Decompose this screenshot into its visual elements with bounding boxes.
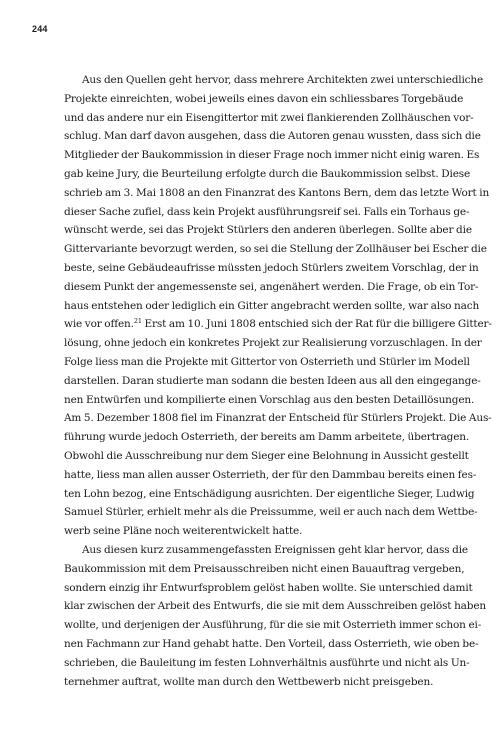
line-text: Erst am 10. Juni 1808 entschied sich der Rat für die billigere Gitter-	[141, 318, 492, 331]
text-line: beste, seine Gebäudeaufrisse müssten jedoch Stürlers zweitem Vorschlag, der in	[64, 261, 479, 274]
text-line: wünscht werde, sei das Projekt Stürlers den anderen überlegen. Sollte aber die	[64, 224, 472, 237]
page-number: 244	[32, 24, 48, 34]
text-line: Aus diesen kurz zusammengefassten Ereignissen geht klar hervor, dass die	[82, 543, 468, 556]
text-line: hatte, liess man allen ausser Osterrieth, der für den Dammbau bereits einen fes-	[64, 468, 477, 481]
text-line: Am 5. Dezember 1808 fiel im Finanzrat der Entscheid für Stürlers Projekt. Die Aus-	[64, 412, 492, 425]
text-line	[64, 315, 492, 334]
text-line: Projekte einreichten, wobei jeweils eines davon ein schliessbares Torgebäude	[64, 92, 464, 105]
body-text	[64, 71, 492, 691]
text-line: und das andere nur ein Eisengittertor mit zwei flankierenden Zollhäuschen vor-	[64, 111, 474, 124]
text-line: Gittervariante bevorzugt werden, so sei die Stellung der Zollhäuser bei Escher die	[64, 243, 487, 256]
paragraph	[64, 541, 487, 691]
text-line: nen Entwürfen und kompilierte einen Vorschlag aus den besten Detaillösungen.	[64, 393, 475, 406]
text-line: haus entstehen oder lediglich ein Gitter angebracht werden sollte, war also nach	[64, 299, 480, 312]
text-line: werb seine Pläne noch weiterentwickelt hatte.	[64, 525, 303, 538]
line-text: wie vor offen.	[64, 318, 134, 331]
text-line: Mitglieder der Baukommission in dieser Frage noch immer nicht einig waren. Es	[64, 149, 480, 162]
text-line: lösung, ohne jedoch ein konkretes Projekt zur Realisierung vorzuschlagen. In der	[64, 337, 482, 350]
text-line: Samuel Stürler, erhielt mehr als die Preissumme, weil er auch nach dem Wettbe-	[64, 506, 478, 519]
text-line: nen Fachmann zur Hand gehabt hatte. Den Vorteil, dass Osterrieth, wie oben be-	[64, 637, 479, 650]
paragraph	[64, 71, 492, 541]
text-line: Obwohl die Ausschreibung nur dem Sieger eine Belohnung in Aussicht gestellt	[64, 449, 469, 462]
footnote-reference[interactable]: 21	[133, 317, 142, 326]
text-line: Aus den Quellen geht hervor, dass mehrere Architekten zwei unterschiedliche	[82, 74, 484, 86]
text-line: darstellen. Daran studierte man sodann die besten Ideen aus all den eingegange-	[64, 374, 481, 387]
text-line: diesem Punkt der angemessenste sei, angenähert werden. Die Frage, ob ein Tor-	[64, 280, 479, 293]
text-line: Folge liess man die Projekte mit Gittertor von Osterrieth und Stürler im Modell	[64, 355, 470, 368]
text-line: führung wurde jedoch Osterrieth, der bereits am Damm arbeitete, übertragen.	[64, 431, 470, 444]
text-line: gab keine Jury, die Beurteilung erfolgte durch die Baukommission selbst. Diese	[64, 167, 471, 180]
text-line: wollte, und derjenigen der Ausführung, für die sie mit Osterrieth immer schon ei-	[64, 619, 482, 632]
text-line: schlug. Man darf davon ausgehen, dass die Autoren genau wussten, dass sich die	[64, 130, 481, 143]
text-line: ternehmer auftrat, wollte man durch den Wettbewerb nicht preisgeben.	[64, 675, 434, 688]
text-line: schrieben, die Bauleitung im festen Lohnverhältnis ausführte und nicht als Un-	[64, 656, 470, 669]
text-line: ten Lohn bezog, eine Entschädigung ausrichten. Der eigentliche Sieger, Ludwig	[64, 487, 475, 500]
text-line: klar zwischen der Arbeit des Entwurfs, die sie mit dem Ausschreiben gelöst haben	[64, 600, 487, 613]
text-line: sondern einzig ihr Entwurfsproblem gelöst haben wollte. Sie unterschied damit	[64, 581, 473, 594]
text-line: Baukommission mit dem Preisausschreiben nicht einen Bauauftrag vergeben,	[64, 562, 465, 575]
text-line: schrieb am 3. Mai 1808 an den Finanzrat des Kantons Bern, dem das letzte Wort in	[64, 186, 490, 199]
text-line: dieser Sache zufiel, dass kein Projekt ausführungsreif sei. Falls ein Torhaus ge-	[64, 205, 470, 218]
